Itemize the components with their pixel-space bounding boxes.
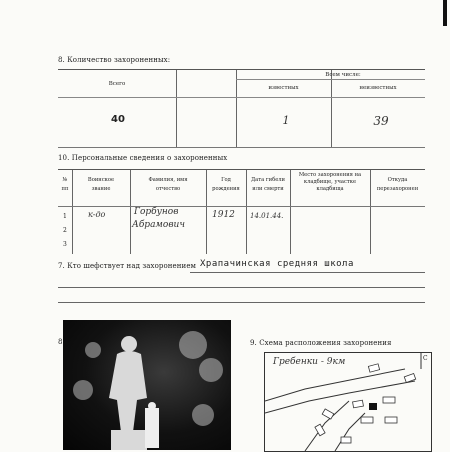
row-name: Абрамович [132,220,185,230]
unknown-count: 39 [373,114,389,128]
name-header: Фамилия, имя отчество [148,177,188,192]
road-label: Гребенки - 9км [273,357,346,367]
row-rank: к-до [88,210,106,219]
memorial-photo [63,320,231,450]
total-count: 40 [111,114,125,125]
col-including-header: Всем числе: [325,72,361,78]
row-number: 2 [63,227,67,234]
count-table [58,69,425,148]
personal-table [58,169,425,254]
north-mark: С [423,355,428,362]
birth-year-header: Год рождения [212,177,240,192]
col-known-header: известных [268,85,299,91]
burial-place-header: Место захоронения на кладбище, участке кладбища [298,172,362,192]
section9-title: 9. Схема расположения захоронения [250,339,392,347]
row-name: Горбунов [134,207,179,217]
section7-title: 7. Кто шефствует над захоронением [58,262,197,270]
death-date-header: Дата гибели или смерти [250,177,286,192]
section10-title: 10. Персональные сведения о захороненных [58,154,228,162]
origin-header: Откуда перезахоронен [376,177,419,192]
burial-scheme [264,352,432,452]
col-total-header: Всего [108,81,126,87]
col-unknown-header: неизвестных [359,85,397,91]
row-number: 3 [63,241,67,248]
photo-label: 8 [58,338,63,346]
row-number: 1 [63,213,67,220]
section8-title: 8. Количество захороненных: [58,56,171,64]
rank-header: Воинское звание [87,177,115,192]
patron-value: Храпачинская средняя школа [200,259,354,269]
num-header: № пп [61,177,69,192]
known-count: 1 [282,114,290,127]
row-death-date: 14.01.44. [250,212,284,220]
row-birth-year: 1912 [212,210,235,220]
corner-mark [443,0,447,26]
